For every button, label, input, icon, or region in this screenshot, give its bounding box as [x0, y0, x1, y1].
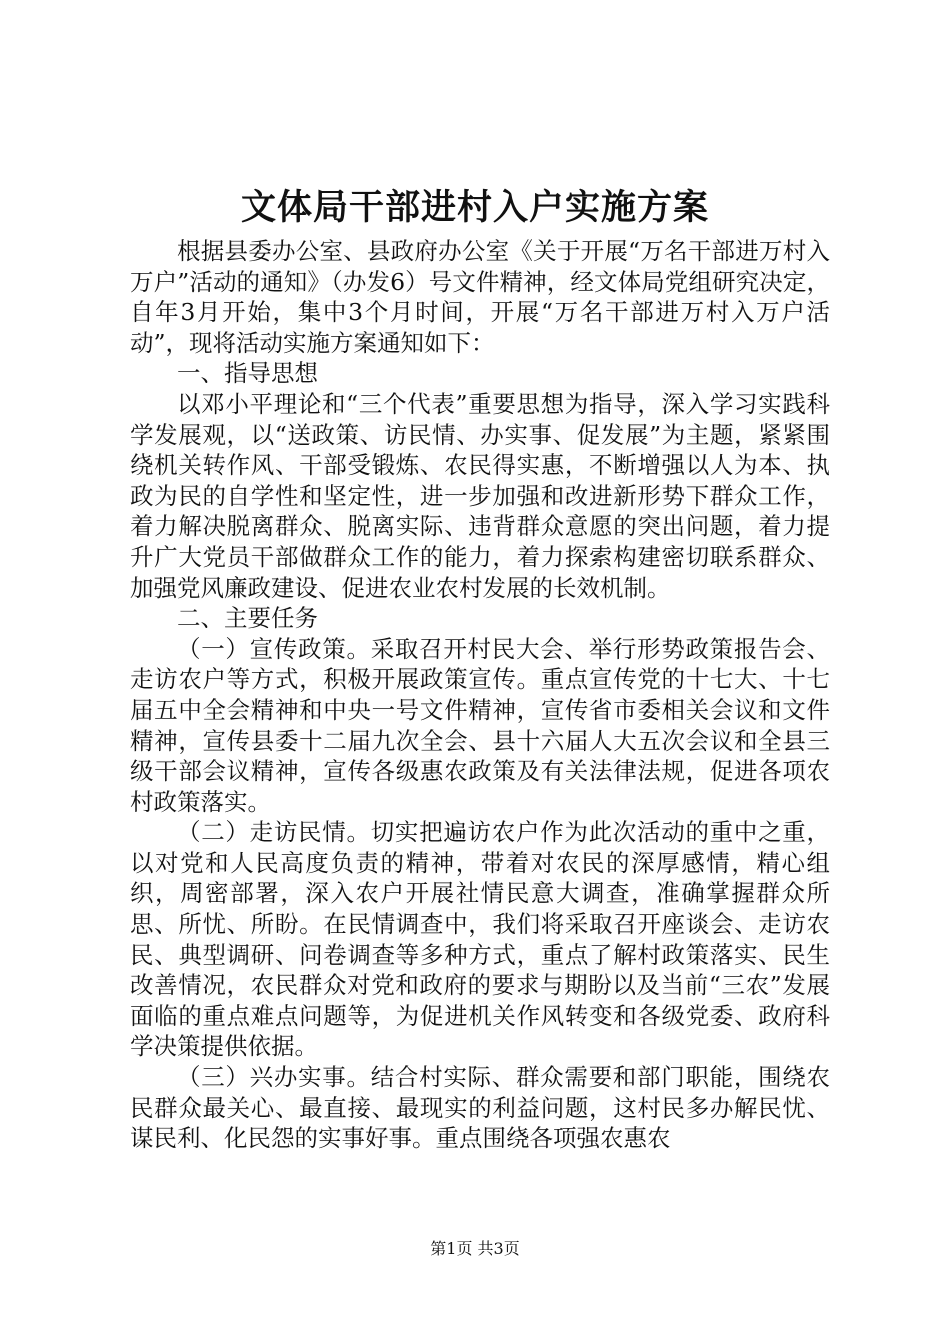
paragraph-task-3: （三）兴办实事。结合村实际、群众需要和部门职能，围绕农民群众最关心、最直接、最现实的利益问题，这村民多办解民忧、谋民利、化民怨的实事好事。重点围绕各项强农惠农: [130, 1063, 830, 1153]
section-heading-main-tasks: 二、主要任务: [177, 604, 318, 633]
document-title: 文体局干部进村入户实施方案: [240, 187, 709, 228]
paragraph-task-1: （一）宣传政策。采取召开村民大会、举行形势政策报告会、走访农户等方式，积极开展政策宣传。重点宣传党的十七大、十七届五中全会精神和中央一号文件精神，宣传省市委相关会议和文件精神，宣传县委十二届九次全会、县十六届人大五次会议和全县三级干部会议精神，宣传各级惠农政策及有关法律法规，促进各项农村政策落实。: [130, 634, 830, 816]
paragraph-intro: 根据县委办公室、县政府办公室《关于开展“万名干部进万村入万户”活动的通知》（办发6）号文件精神，经文体局党组研究决定，自年3月开始，集中3个月时间，开展“万名干部进万村入万户活动”，现将活动实施方案通知如下：: [130, 237, 830, 357]
section-heading-guiding-ideology: 一、指导思想: [177, 359, 318, 388]
document-body: [130, 236, 830, 1154]
paragraph-task-2: （二）走访民情。切实把遍访农户作为此次活动的重中之重，以对党和人民高度负责的精神，带着对农民的深厚感情，精心组织，周密部署，深入农户开展社情民意大调查，准确掌握群众所思、所忧、所盼。在民情调查中，我们将采取召开座谈会、走访农民、典型调研、问卷调查等多种方式，重点了解村政策落实、民生改善情况，农民群众对党和政府的要求与期盼以及当前“三农”发展面临的重点难点问题等，为促进机关作风转变和各级党委、政府科学决策提供依据。: [130, 818, 830, 1061]
page-footer: 第1页 共3页: [430, 1239, 520, 1258]
paragraph-guiding-ideology: 以邓小平理论和“三个代表”重要思想为指导，深入学习实践科学发展观，以“送政策、访民情、办实事、促发展”为主题，紧紧围绕机关转作风、干部受锻炼、农民得实惠，不断增强以人为本、执政为民的自学性和坚定性，进一步加强和改进新形势下群众工作，着力解决脱离群众、脱离实际、违背群众意愿的突出问题，着力提升广大党员干部做群众工作的能力，着力探索构建密切联系群众、加强党风廉政建设、促进农业农村发展的长效机制。: [130, 389, 830, 602]
